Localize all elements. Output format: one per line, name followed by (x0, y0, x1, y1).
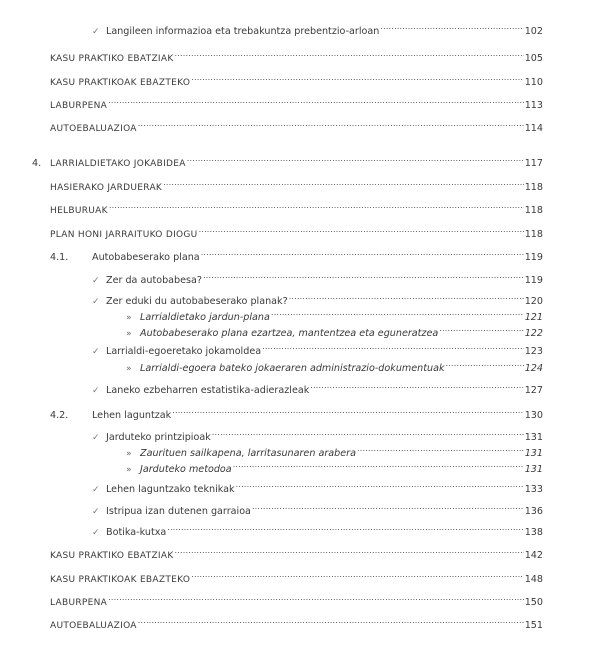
checkmark-icon: ✓ (92, 386, 100, 396)
toc-page-number: 118 (524, 205, 543, 216)
dot-leader (203, 267, 524, 283)
dot-leader (271, 304, 524, 320)
toc-entry[interactable] (50, 45, 543, 64)
toc-entry[interactable] (50, 612, 543, 631)
toc-entry-title: KASU PRAKTIKOAK EBAZTEKO (50, 78, 191, 88)
toc-page-number: 123 (524, 346, 543, 357)
toc-page-number: 102 (524, 26, 543, 37)
toc-entry-title: Laneko ezbeharren estatistika-adierazleak (106, 385, 310, 396)
toc-entry[interactable] (50, 566, 543, 585)
dot-leader (138, 612, 524, 628)
dot-leader (138, 115, 524, 131)
toc-entry[interactable] (92, 476, 543, 495)
checkmark-icon: ✓ (92, 485, 100, 495)
dot-leader (357, 440, 524, 456)
dot-leader (199, 221, 524, 237)
dot-leader (167, 519, 523, 535)
double-chevron-icon: » (126, 329, 132, 339)
toc-entry-number: 4.2. (50, 410, 69, 421)
toc-page-number: 150 (524, 597, 543, 608)
toc-entry-title: Autobabeserako plana ezartzea, mantentzea eta eguneratzea (140, 328, 439, 339)
checkmark-icon: ✓ (92, 347, 100, 357)
toc-entry-title: Lehen laguntzako teknikak (106, 484, 235, 495)
toc-entry[interactable] (126, 355, 543, 374)
toc-entry[interactable] (92, 498, 543, 517)
dot-leader (175, 542, 524, 558)
toc-entry-title: Istripua izan dutenen garraioa (106, 506, 251, 517)
toc-entry[interactable] (32, 150, 543, 169)
dot-leader (201, 244, 524, 260)
toc-entry[interactable] (92, 519, 543, 538)
checkmark-icon: ✓ (92, 528, 100, 538)
dot-leader (172, 402, 523, 418)
toc-entry[interactable] (92, 288, 543, 307)
double-chevron-icon: » (126, 364, 132, 374)
toc-entry-title: LABURPENA (50, 101, 108, 111)
toc-entry[interactable] (126, 320, 543, 339)
dot-leader (187, 150, 524, 166)
toc-entry[interactable] (92, 377, 543, 396)
toc-entry-title: LABURPENA (50, 598, 108, 608)
toc-page-number: 133 (524, 484, 543, 495)
toc-entry-title: AUTOEBALUAZIOA (50, 124, 137, 134)
toc-entry[interactable] (92, 338, 543, 357)
toc-page-number: 122 (524, 328, 543, 339)
toc-entry-title: Larrialdi-egoera bateko jokaeraren administrazio-dokumentuak (140, 363, 445, 374)
toc-entry-title: Langileen informazioa eta trebakuntza prebentzio-arloan (106, 26, 380, 37)
dot-leader (380, 18, 523, 34)
toc-entry-title: Larrialdietako jardun-plana (140, 312, 270, 323)
toc-entry[interactable] (92, 424, 543, 443)
dot-leader (236, 476, 524, 492)
dot-leader (262, 338, 524, 354)
dot-leader (310, 377, 523, 393)
toc-entry-number: 4. (32, 158, 42, 169)
toc-page-number: 119 (524, 252, 543, 263)
toc-entry-title: Botika-kutxa (106, 527, 167, 538)
toc-entry-title: HASIERAKO JARDUERAK (50, 183, 163, 193)
dot-leader (212, 424, 524, 440)
dot-leader (233, 456, 524, 472)
toc-page-number: 131 (524, 448, 543, 459)
toc-entry-title: Zer da autobabesa? (106, 275, 203, 286)
toc-page-number: 131 (524, 464, 543, 475)
toc-entry[interactable] (126, 304, 543, 323)
toc-entry[interactable] (50, 589, 543, 608)
double-chevron-icon: » (126, 449, 132, 459)
dot-leader (191, 566, 523, 582)
dot-leader (175, 45, 524, 61)
toc-entry-title: Jarduteko printzipioak (106, 432, 211, 443)
toc-page-number: 142 (524, 550, 543, 561)
toc-entry[interactable] (50, 69, 543, 88)
toc-entry[interactable] (50, 115, 543, 134)
toc-page-number: 138 (524, 527, 543, 538)
dot-leader (191, 69, 523, 85)
toc-page-number: 151 (524, 620, 543, 631)
dot-leader (108, 589, 524, 605)
toc-entry[interactable] (50, 197, 543, 216)
toc-entry-title: PLAN HONI JARRAITUKO DIOGU (50, 230, 198, 240)
dot-leader (109, 197, 524, 213)
toc-page-number: 136 (524, 506, 543, 517)
dot-leader (163, 174, 524, 190)
toc-page-number: 117 (524, 158, 543, 169)
dot-leader (289, 288, 524, 304)
toc-page-number: 110 (524, 77, 543, 88)
toc-entry-title: KASU PRAKTIKOAK EBAZTEKO (50, 575, 191, 585)
toc-page-number: 130 (524, 410, 543, 421)
toc-entry[interactable] (50, 542, 543, 561)
checkmark-icon: ✓ (92, 297, 100, 307)
dot-leader (108, 92, 524, 108)
toc-page-number: 120 (524, 296, 543, 307)
toc-entry[interactable] (50, 402, 543, 421)
toc-entry-title: Larrialdi-egoeretako jokamoldea (106, 346, 262, 357)
toc-entry-title: Zer eduki du autobabeserako planak? (106, 296, 288, 307)
toc-page-number: 121 (524, 312, 543, 323)
toc-entry[interactable] (126, 440, 543, 459)
toc-entry[interactable] (50, 221, 543, 240)
toc-entry-title: AUTOEBALUAZIOA (50, 621, 137, 631)
toc-page-number: 118 (524, 229, 543, 240)
checkmark-icon: ✓ (92, 27, 100, 37)
double-chevron-icon: » (126, 465, 132, 475)
dot-leader (439, 320, 523, 336)
toc-entry-title: Jarduteko metodoa (140, 464, 232, 475)
toc-entry[interactable] (50, 244, 543, 263)
toc-entry[interactable] (92, 18, 543, 37)
toc-entry-title: Zaurituen sailkapena, larritasunaren arabera (140, 448, 356, 459)
dot-leader (252, 498, 524, 514)
toc-page-number: 127 (524, 385, 543, 396)
toc-page-number: 148 (524, 574, 543, 585)
toc-entry-number: 4.1. (50, 252, 69, 263)
toc-entry[interactable] (50, 174, 543, 193)
toc-page-number: 131 (524, 432, 543, 443)
toc-entry-title: Autobabeserako plana (92, 252, 200, 263)
toc-entry-title: KASU PRAKTIKO EBATZIAK (50, 551, 174, 561)
toc-entry-title: LARRIALDIETAKO JOKABIDEA (50, 159, 186, 169)
toc-entry[interactable] (92, 267, 543, 286)
toc-page-number: 114 (524, 123, 543, 134)
toc-page-number: 118 (524, 182, 543, 193)
toc-page-number: 119 (524, 275, 543, 286)
toc-entry-title: KASU PRAKTIKO EBATZIAK (50, 54, 174, 64)
toc-page-number: 113 (524, 100, 543, 111)
toc-entry[interactable] (50, 92, 543, 111)
toc-page-number: 124 (524, 363, 543, 374)
toc-entry-title: Lehen laguntzak (92, 410, 172, 421)
double-chevron-icon: » (126, 313, 132, 323)
toc-entry[interactable] (126, 456, 543, 475)
dot-leader (446, 355, 524, 371)
checkmark-icon: ✓ (92, 507, 100, 517)
checkmark-icon: ✓ (92, 276, 100, 286)
toc-page-number: 105 (524, 53, 543, 64)
toc-entry-title: HELBURUAK (50, 206, 108, 216)
checkmark-icon: ✓ (92, 433, 100, 443)
